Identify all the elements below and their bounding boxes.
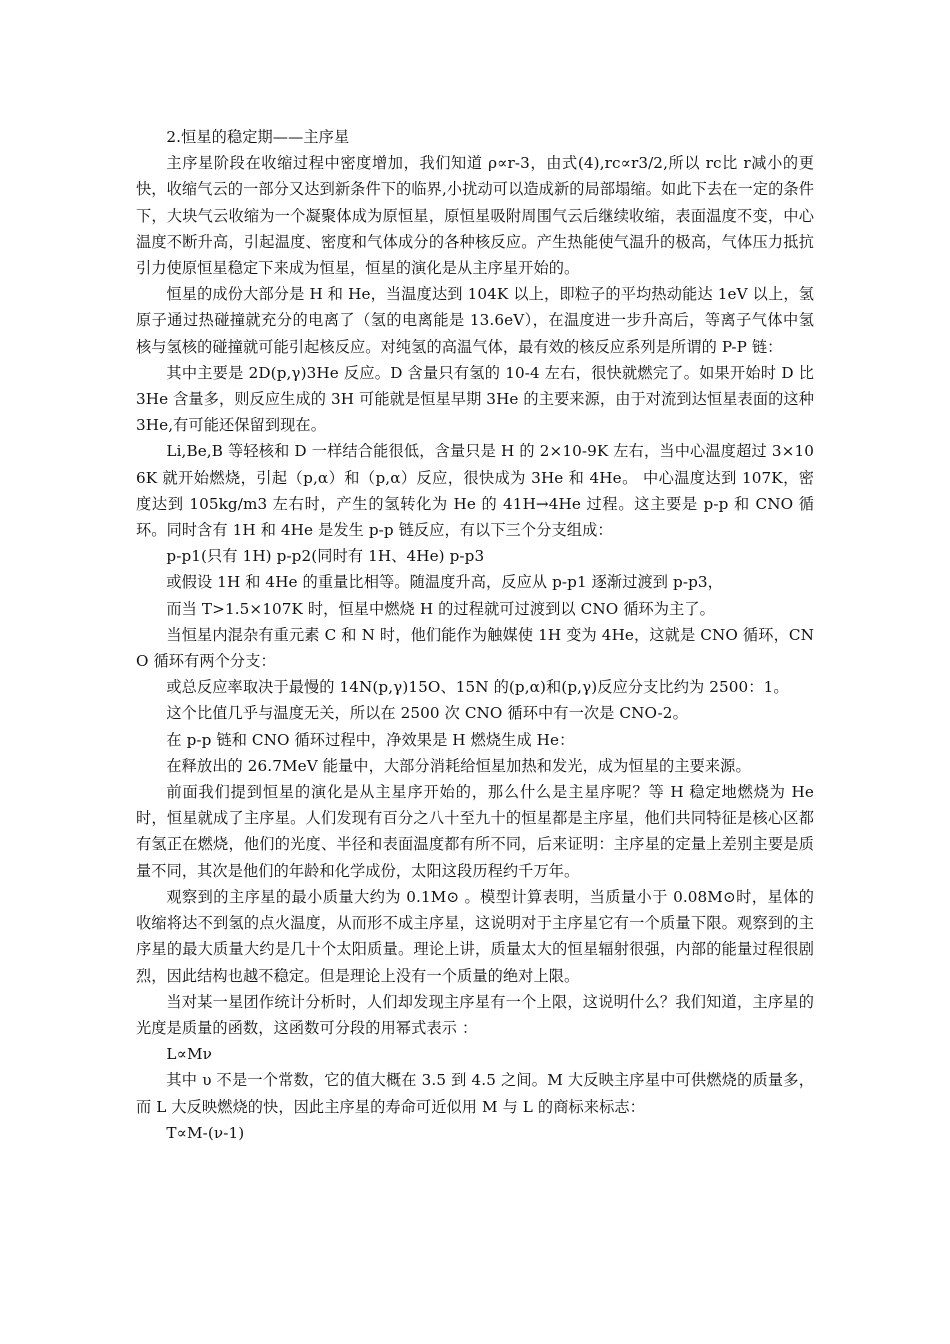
paragraph: 在 p-p 链和 CNO 循环过程中，净效果是 H 燃烧生成 He： [166,730,575,749]
paragraph: 在释放出的 26.7MeV 能量中，大部分消耗给恒星加热和发光，成为恒星的主要来源。 [166,756,751,775]
paragraph: 或假设 1H 和 4He 的重量比相等。随温度升高，反应从 p-p1 逐渐过渡到 p-p3， [166,573,723,592]
paragraph: 当恒星内混杂有重元素 C 和 N 时，他们能作为触媒使 1H 变为 4He，这就是 CNO 循环，CNO 循环有两个分支： [136,625,814,671]
paragraph: 而当 T>1.5×107K 时，恒星中燃烧 H 的过程就可过渡到以 CNO 循环为主了。 [166,599,715,618]
paragraph: 其中主要是 2D(p,γ)3He 反应。D 含量只有氢的 10-4 左右，很快就燃完了。如果开始时 D 比 3He 含量多，则反应生成的 3H 可能就是恒星早期 3He 的主要来源，由于对流到达恒星表面的这种 3He,有可能还保留到现在。 [136,363,814,435]
paragraph: 主序星阶段在收缩过程中密度增加，我们知道 ρ∝r-3，由式(4),rc∝r3/2,所以 rc比 r减小的更快，收缩气云的一部分又达到新条件下的临界,小扰动可以造成新的局部塌缩。如此下去在一定的条件下，大块气云收缩为一个凝聚体成为原恒星，原恒星吸附周围气云后继续收缩，表面温度不变，中心温度不断升高，引起温度、密度和气体成分的各种核反应。产生热能使气温升的极高，气体压力抵抗引力使原恒星稳定下来成为恒星，恒星的演化是从主序星开始的。 [136,154,814,278]
paragraph: 观察到的主序星的最小质量大约为 0.1M⊙ 。模型计算表明，当质量小于 0.08M⊙时，星体的收缩将达不到氢的点火温度，从而形不成主序星，这说明对于主序星它有一个质量下限。观察到的主序星的最大质量大约是几十个太阳质量。理论上讲，质量太大的恒星辐射很强，内部的能量过程很剧烈，因此结构也越不稳定。但是理论上没有一个质量的绝对上限。 [136,887,814,985]
document-body [136,124,814,1146]
paragraph: p-p1(只有 1H) p-p2(同时有 1H、4He) p-p3 [166,547,485,566]
paragraph: 当对某一星团作统计分析时，人们却发现主序星有一个上限，这说明什么？我们知道，主序星的光度是质量的函数，这函数可分段的用幂式表示 ： [136,992,814,1037]
paragraph: 恒星的成份大部分是 H 和 He，当温度达到 104K 以上，即粒子的平均热动能达 1eV 以上，氢原子通过热碰撞就充分的电离了（氢的电离能是 13.6eV），在温度进一步升高后，等离子气体中氢核与氢核的碰撞就可能引起核反应。对纯氢的高温气体，最有效的核反应系列是所谓的 P-P 链： [136,285,814,356]
paragraph: 这个比值几乎与温度无关，所以在 2500 次 CNO 循环中有一次是 CNO-2。 [166,704,688,723]
formula: L∝Mν [166,1045,212,1064]
paragraph: 前面我们提到恒星的演化是从主星序开始的，那么什么是主星序呢？等 H 稳定地燃烧为 He 时，恒星就成了主序星。人们发现有百分之八十至九十的恒星都是主序星，他们共同特征是核心区都有氢正在燃烧，他们的光度、半径和表面温度都有所不同，后来证明：主序星的定量上差别主要是质量不同，其次是他们的年龄和化学成份，太阳这段历程约千万年。 [136,783,814,880]
formula: T∝M-(ν-1) [166,1123,245,1142]
paragraph: 或总反应率取决于最慢的 14N(p,γ)15O、15N 的(p,α)和(p,γ)反应分支比约为 2500：1。 [166,678,789,697]
section-heading: 2.恒星的稳定期——主序星 [166,128,350,146]
paragraph: Li,Be,B 等轻核和 D 一样结合能很低，含量只是 H 的 2×10-9K 左右，当中心温度超过 3×106K 就开始燃烧，引起（p,α）和（p,α）反应，很快成为 3He 和 4He。 中心温度达到 107K，密度达到 105kg/m3 左右时，产生的氢转化为 He 的 41H→4He 过程。这主要是 p-p 和 CNO 循环。同时含有 1H 和 4He 是发生 p-p 链反应，有以下三个分支组成： [136,442,814,540]
paragraph: 其中 υ 不是一个常数，它的值大概在 3.5 到 4.5 之间。M 大反映主序星中可供燃烧的质量多，而 L 大反映燃烧的快，因此主序星的寿命可近似用 M 与 L 的商标来标志： [136,1071,814,1116]
